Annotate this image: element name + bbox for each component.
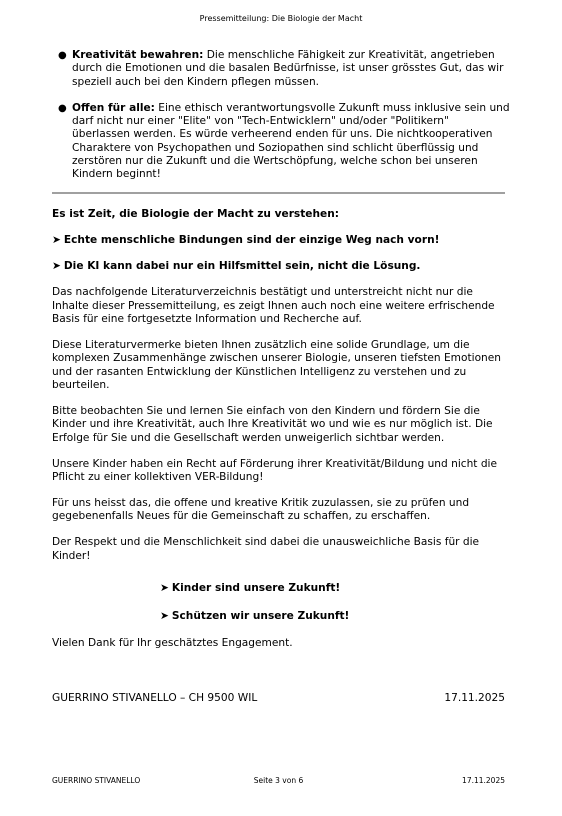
paragraph: Bitte beobachten Sie und lernen Sie einfach von den Kindern und fördern Sie die Kinder und ihre Kreativität, auch Ihre Kreativität wo und wie es nur möglich ist. Die Erfolge für Sie und die Gesellschaft werden unweigerlich sichtbar werden. [52, 404, 493, 444]
paragraph: Der Respekt und die Menschlichkeit sind dabei die unausweichliche Basis für die Kinder! [52, 536, 480, 562]
page-header: Pressemitteilung: Die Biologie der Macht [199, 14, 363, 23]
arrow-icon: ➤ [52, 260, 61, 273]
arrow-icon: ➤ [52, 234, 61, 247]
bullet-item [58, 49, 510, 89]
slogan-line: ➤ Kinder sind unsere Zukunft! [160, 582, 341, 594]
arrow-line: ➤ Echte menschliche Bindungen sind der einzige Weg nach vorn! [52, 234, 440, 247]
signature-date: 17.11.2025 [444, 692, 505, 704]
paragraph: Unsere Kinder haben ein Recht auf Förderung ihrer Kreativität/Bildung und nicht die Pflicht zu einer kollektiven VER-Bildung! [52, 457, 498, 483]
signature-line [52, 692, 505, 704]
signature-name: GUERRINO STIVANELLO – CH 9500 WIL [52, 692, 258, 704]
arrow-icon: ➤ [160, 582, 169, 594]
page-footer [52, 776, 505, 785]
footer-author: GUERRINO STIVANELLO [52, 776, 141, 785]
bullet-text: Die menschliche Fähigkeit zur Kreativität, angetrieben durch die Emotionen und die basalen Bedürfnisse, ist unser grösstes Gut, das wir speziell auch bei den Kindern pflegen müssen. [72, 49, 504, 88]
divider [52, 192, 505, 194]
arrow-icon: ➤ [160, 610, 169, 622]
bullet-lead: Offen für alle: [72, 101, 155, 114]
footer-page-number: Seite 3 von 6 [253, 776, 304, 785]
bullet-list [58, 49, 510, 195]
paragraph: Das nachfolgende Literaturverzeichnis bestätigt und unterstreicht nicht nur die Inhalte dieser Pressemitteilung, es zeigt Ihnen auch noch eine weitere erfrischende Basis für eine fortgesetzte Information und Recherche auf. [52, 286, 495, 325]
bullet-dot: ● [58, 102, 67, 114]
arrow-line: ➤ Die KI kann dabei nur ein Hilfsmittel sein, nicht die Lösung. [52, 260, 421, 273]
closing-text: Vielen Dank für Ihr geschätztes Engagement. [52, 637, 293, 649]
bullet-item [58, 101, 510, 182]
bullet-dot: ● [58, 50, 67, 61]
paragraph: Für uns heisst das, die offene und kreative Kritik zuzulassen, sie zu prüfen und gegebenenfalls Neues für die Gemeinschaft zu schaffen, zu erschaffen. [52, 497, 470, 523]
slogan-line: ➤ Schützen wir unsere Zukunft! [160, 610, 350, 622]
paragraph: Diese Literaturvermerke bieten Ihnen zusätzlich eine solide Grundlage, um die komplexen Zusammenhänge zwischen unserer Biologie, unseren tiefsten Emotionen und der rasanten Entwicklung der Künstlichen Intelligenz zu verstehen und zu beurteilen. [52, 338, 501, 391]
footer-date: 17.11.2025 [462, 776, 505, 785]
section-heading: Es ist Zeit, die Biologie der Macht zu verstehen: [52, 208, 339, 220]
bullet-lead: Kreativität bewahren: [72, 49, 204, 61]
main-body [52, 208, 510, 576]
bullet-text: Eine ethisch verantwortungsvolle Zukunft muss inklusive sein und darf nicht nur einer "Elite" von "Tech-Entwicklern" und/oder "Politikern" überlassen werden. Es würde verheerend enden für uns. Die nichtkooperativen Charaktere von Psychopathen und Soziopathen sind schlicht überflüssig und zerstören nur die Zukunft und die Wertschöpfung, welche schon bei unseren Kindern beginnt! [72, 101, 510, 181]
